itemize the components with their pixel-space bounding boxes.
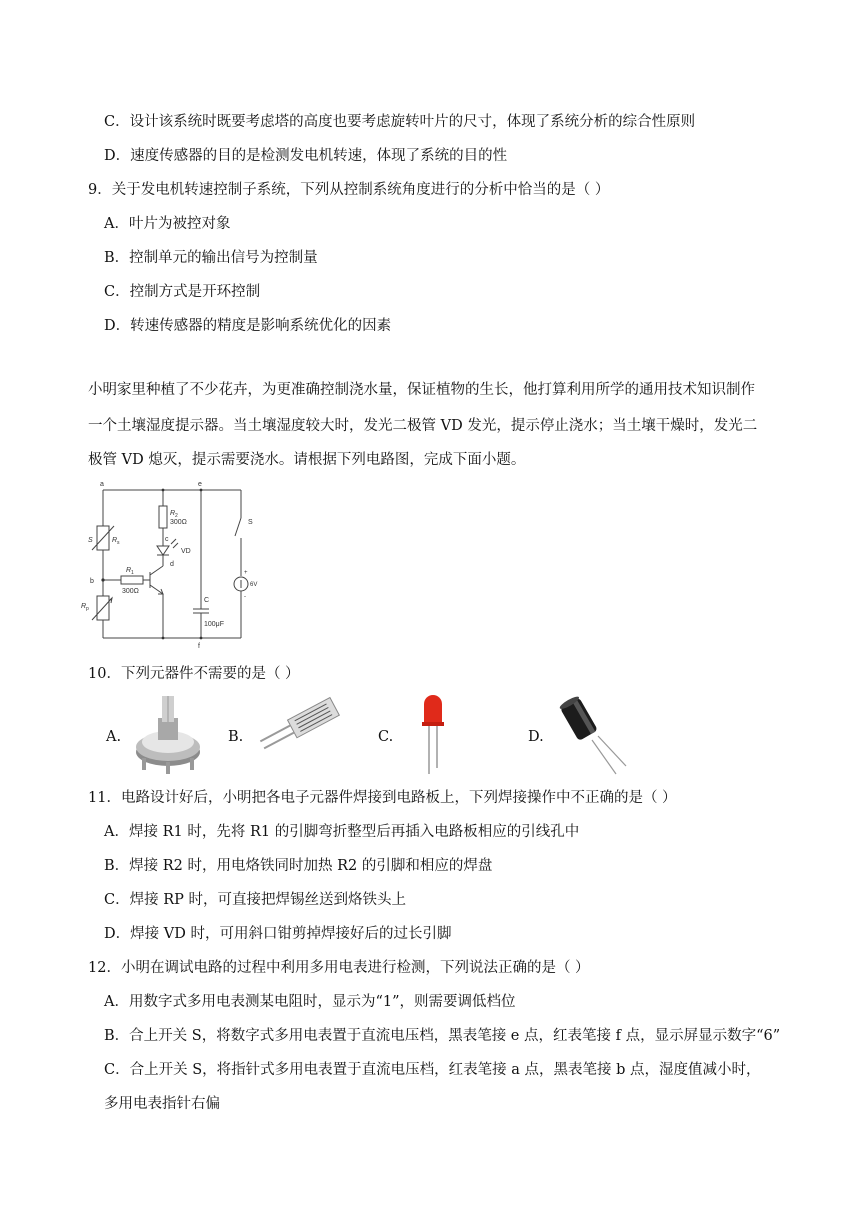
- option-line: 多用电表指针右偏: [104, 1096, 220, 1112]
- question-12: 12．小明在调试电路的过程中利用多用电表进行检测，下列说法正确的是（ ）: [88, 960, 590, 976]
- capacitor-value: 100μF: [204, 621, 224, 628]
- option-a-label: A.: [106, 729, 122, 745]
- electrolytic-capacitor-icon: [554, 692, 634, 776]
- option-d-label: D.: [528, 729, 544, 745]
- r1-subscript: 1: [131, 570, 134, 576]
- circuit-node-b: b: [90, 578, 94, 585]
- option-line: B．合上开关 S，将数字式多用电表置于直流电压档，黑表笔接 e 点，红表笔接 f 点，显示屏显示数字“6”: [104, 1028, 781, 1044]
- paragraph-line: 极管 VD 熄灭，提示需要浇水。请根据下列电路图，完成下面小题。: [88, 452, 526, 468]
- red-led-icon: [418, 692, 448, 776]
- rp-subscript: p: [86, 606, 89, 612]
- option-line: A．用数字式多用电表测某电阻时，显示为“1”，则需要调低档位: [104, 994, 516, 1010]
- component-options: [88, 692, 788, 780]
- question-10: 10．下列元器件不需要的是（ ）: [88, 666, 300, 682]
- option-line: A．叶片为被控对象: [104, 216, 231, 232]
- rs-subscript: s: [117, 540, 120, 546]
- vd-label: VD: [181, 548, 191, 555]
- battery-minus: -: [244, 594, 246, 600]
- r2-subscript: 2: [175, 513, 178, 519]
- option-line: C．合上开关 S，将指针式多用电表置于直流电压档，红表笔接 a 点，黑表笔接 b 点，湿度值减小时，: [104, 1062, 761, 1078]
- r2-label: R: [170, 510, 176, 517]
- option-line: B．焊接 R2 时，用电烙铁同时加热 R2 的引脚和相应的焊盘: [104, 858, 493, 874]
- circuit-node-c: c: [165, 536, 169, 543]
- option-line: B．控制单元的输出信号为控制量: [104, 250, 318, 266]
- circuit-diagram: [78, 478, 258, 650]
- option-line: C．控制方式是开环控制: [104, 284, 261, 300]
- option-line: D．转速传感器的精度是影响系统优化的因素: [104, 318, 392, 334]
- switch-label: S: [248, 519, 253, 526]
- rs-label: R: [112, 537, 118, 544]
- humidity-sensor-icon: [256, 692, 352, 776]
- option-line: A．焊接 R1 时，先将 R1 的引脚弯折整型后再插入电路板相应的引线孔中: [104, 824, 580, 840]
- potentiometer-icon: [128, 692, 208, 776]
- circuit-node-e: e: [198, 481, 202, 488]
- r1-label: R: [126, 567, 132, 574]
- question-9: 9．关于发电机转速控制子系统，下列从控制系统角度进行的分析中恰当的是（ ）: [88, 182, 610, 198]
- circuit-node-a: a: [100, 481, 104, 488]
- capacitor-label: C: [204, 597, 210, 604]
- circuit-node-f: f: [198, 643, 200, 650]
- option-line: C．焊接 RP 时，可直接把焊锡丝送到烙铁头上: [104, 892, 406, 908]
- rs-s-label: S: [88, 537, 93, 544]
- battery-value: 6V: [250, 582, 258, 588]
- option-c-label: C.: [378, 729, 394, 745]
- paragraph-line: 小明家里种植了不少花卉，为更准确控制浇水量，保证植物的生长，他打算利用所学的通用技术知识制作: [88, 382, 755, 398]
- option-line: D．速度传感器的目的是检测发电机转速，体现了系统的目的性: [104, 148, 508, 164]
- option-b-label: B.: [228, 729, 244, 745]
- paragraph-line: 一个土壤湿度提示器。当土壤湿度较大时，发光二极管 VD 发光，提示停止浇水；当土壤干燥时，发光二: [88, 418, 758, 434]
- r1-value: 300Ω: [122, 588, 139, 595]
- option-line: D．焊接 VD 时，可用斜口钳剪掉焊接好后的过长引脚: [104, 926, 452, 942]
- rp-label: R: [81, 603, 87, 610]
- battery-plus: +: [244, 570, 248, 576]
- circuit-node-d: d: [170, 561, 174, 568]
- r2-value: 300Ω: [170, 519, 187, 526]
- question-11: 11．电路设计好后，小明把各电子元器件焊接到电路板上，下列焊接操作中不正确的是（ ）: [88, 790, 677, 806]
- option-line: C．设计该系统时既要考虑塔的高度也要考虑旋转叶片的尺寸，体现了系统分析的综合性原则: [104, 114, 696, 130]
